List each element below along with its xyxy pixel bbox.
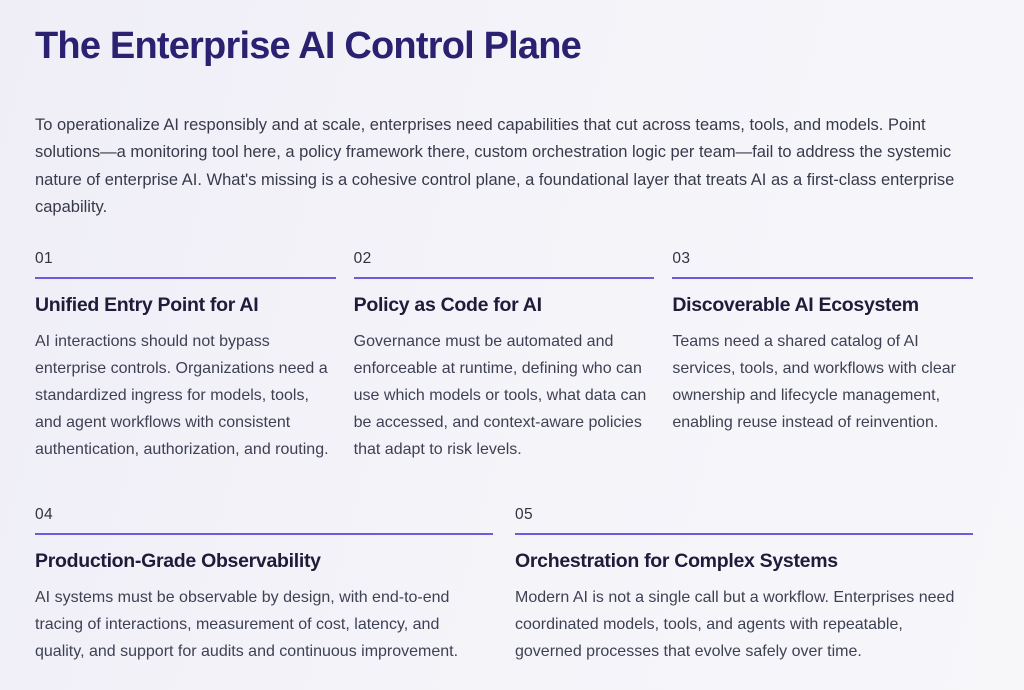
card-title: Orchestration for Complex Systems	[515, 549, 838, 572]
card-number: 01	[35, 249, 54, 267]
card-body: Modern AI is not a single call but a workflow. Enterprises need coordinated models, tools, and agents with repeatable, governed processes that evolve safely over time.	[515, 588, 955, 660]
card-body: AI systems must be observable by design, with end-to-end tracing of interactions, measurement of cost, latency, and quality, and support for audits and continuous improvement.	[35, 588, 459, 660]
capability-card-03	[672, 250, 973, 463]
card-number: 02	[353, 249, 372, 267]
card-body: AI interactions should not bypass enterprise controls. Organizations need a standardized ingress for models, tools, and agent workflows with consistent authentication, authorization, and routing.	[35, 332, 329, 458]
card-body: Teams need a shared catalog of AI services, tools, and workflows with clear ownership and lifecycle management, enabling reuse instead of reinvention.	[672, 332, 956, 431]
capability-card-02	[354, 250, 655, 463]
capability-cards-row-1	[35, 250, 973, 463]
card-divider	[354, 277, 655, 279]
card-divider	[35, 533, 493, 535]
card-number: 05	[515, 505, 534, 523]
capability-card-01	[35, 250, 336, 463]
card-divider	[515, 533, 973, 535]
intro-paragraph: To operationalize AI responsibly and at scale, enterprises need capabilities that cut across teams, tools, and models. Point solutions—a monitoring tool here, a policy framework there, custom orchestration logic per team—fail to address the systemic nature of enterprise AI. What's missing is a cohesive control plane, a foundational layer that treats AI as a first-class enterprise capability.	[35, 115, 955, 217]
card-title: Discoverable AI Ecosystem	[672, 293, 919, 316]
card-number: 03	[672, 249, 691, 267]
card-divider	[672, 277, 973, 279]
card-title: Unified Entry Point for AI	[35, 293, 259, 316]
card-divider	[35, 277, 336, 279]
card-title: Policy as Code for AI	[353, 293, 542, 316]
capability-card-05	[515, 506, 973, 665]
page-title: The Enterprise AI Control Plane	[35, 25, 581, 67]
capability-card-04	[35, 506, 493, 665]
card-body: Governance must be automated and enforceable at runtime, defining who can use which models or tools, what data can be accessed, and context-aware policies that adapt to risk levels.	[353, 332, 647, 458]
capability-cards-row-2	[35, 506, 973, 665]
card-number: 04	[35, 505, 54, 523]
card-title: Production-Grade Observability	[35, 549, 321, 572]
